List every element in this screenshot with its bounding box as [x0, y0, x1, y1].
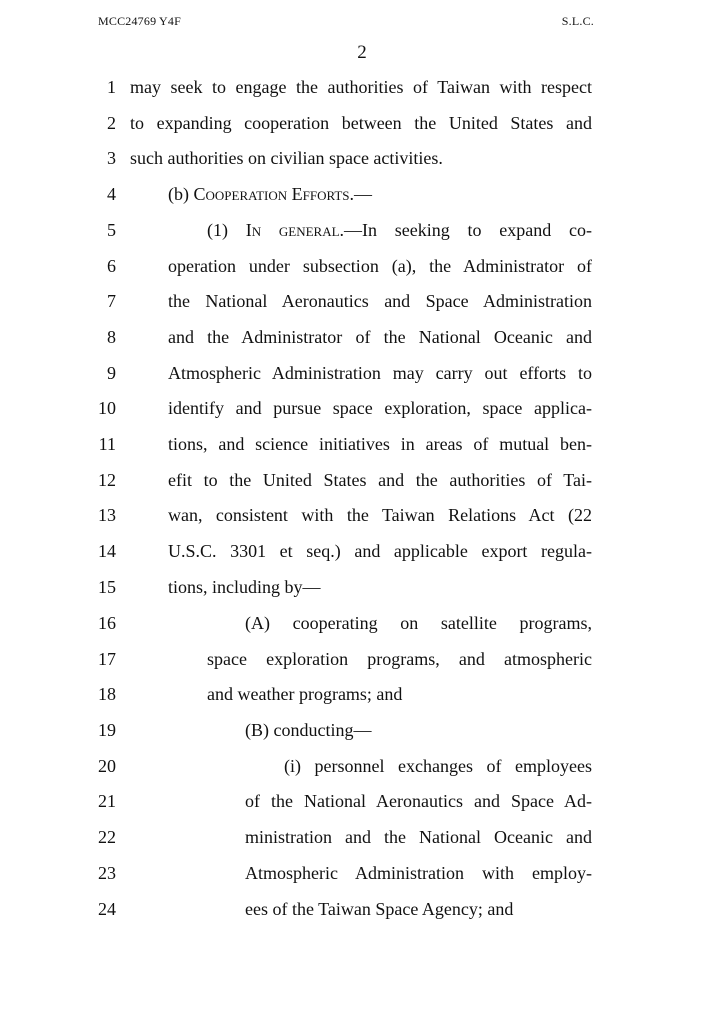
line-number: 7: [107, 291, 116, 311]
text-line: [0, 468, 724, 492]
subsection-heading: [168, 182, 592, 206]
line-number: 17: [98, 649, 116, 669]
line-text: .—In seeking to expand co-: [339, 220, 592, 240]
line-number: 20: [98, 756, 116, 776]
subsection-title: Cooperation Efforts: [193, 184, 350, 204]
text-line: [0, 647, 724, 671]
page-number: 2: [357, 42, 367, 63]
line-text: tions, and science initiatives in areas of mutual ben-: [168, 434, 592, 454]
text-line: [0, 718, 724, 742]
text-line: [0, 111, 724, 135]
document-id: MCC24769 Y4F: [98, 14, 181, 28]
line-number: 2: [107, 113, 116, 133]
paragraph-title: In general: [245, 220, 340, 240]
line-text: the National Aeronautics and Space Administration: [168, 291, 592, 311]
line-text: operation under subsection (a), the Administrator of: [168, 256, 592, 276]
line-number: 5: [107, 220, 116, 240]
text-line: [0, 432, 724, 456]
line-text: Atmospheric Administration with employ-: [245, 863, 592, 883]
text-line: [0, 325, 724, 349]
line-number: 10: [98, 398, 116, 418]
text-line: [0, 289, 724, 313]
line-number: 14: [98, 541, 116, 561]
line-text: wan, consistent with the Taiwan Relations Act (22: [168, 505, 592, 525]
line-number: 1: [107, 77, 116, 97]
line-number: 19: [98, 720, 116, 740]
line-number: 12: [98, 470, 116, 490]
line-text: to expanding cooperation between the United States and: [130, 113, 592, 133]
line-number: 24: [98, 899, 116, 919]
text-line: [0, 75, 724, 99]
text-line: [0, 396, 724, 420]
text-line: [0, 754, 724, 778]
text-line: [0, 361, 724, 385]
line-text: U.S.C. 3301 et seq.) and applicable export regula-: [168, 541, 592, 561]
line-number: 11: [98, 434, 116, 454]
line-text: space exploration programs, and atmospheric: [207, 649, 592, 669]
line-number: 13: [98, 505, 116, 525]
line-text: such authorities on civilian space activities.: [130, 148, 443, 168]
text-line: [0, 254, 724, 278]
line-text: and the Administrator of the National Oceanic and: [168, 327, 592, 347]
line-number: 23: [98, 863, 116, 883]
line-number: 21: [98, 791, 116, 811]
line-text: ministration and the National Oceanic and: [245, 827, 592, 847]
line-text: and weather programs; and: [207, 684, 403, 704]
text-line: [0, 575, 724, 599]
line-number: 22: [98, 827, 116, 847]
line-number: 8: [107, 327, 116, 347]
office-code: S.L.C.: [561, 14, 594, 28]
line-number: 16: [98, 613, 116, 633]
line-number: 9: [107, 363, 116, 383]
line-number: 6: [107, 256, 116, 276]
text-line: [0, 789, 724, 813]
line-text: (A) cooperating on satellite programs,: [245, 613, 592, 633]
line-text: ees of the Taiwan Space Agency; and: [245, 899, 514, 919]
line-text: identify and pursue space exploration, space applica-: [168, 398, 592, 418]
paragraph-heading: [207, 218, 592, 242]
subsection-label: (b): [168, 184, 194, 204]
text-line: [0, 861, 724, 885]
text-line: [0, 897, 724, 921]
line-text: (i) personnel exchanges of employees: [284, 756, 592, 776]
line-text: efit to the United States and the authorities of Tai-: [168, 470, 592, 490]
line-text: may seek to engage the authorities of Taiwan with respect: [130, 77, 592, 97]
line-text: of the National Aeronautics and Space Ad-: [245, 791, 592, 811]
line-number: 18: [98, 684, 116, 704]
line-number: 15: [98, 577, 116, 597]
text-line: [0, 682, 724, 706]
text-line: [0, 503, 724, 527]
text-line: [0, 825, 724, 849]
heading-dash: .—: [349, 184, 373, 204]
line-number: 4: [107, 184, 116, 204]
text-line: [0, 611, 724, 635]
text-line: [0, 182, 724, 206]
line-text: tions, including by—: [168, 577, 321, 597]
line-number: 3: [107, 148, 116, 168]
text-line: [0, 146, 724, 170]
line-text: (B) conducting—: [245, 720, 372, 740]
text-line: [0, 218, 724, 242]
text-line: [0, 539, 724, 563]
paragraph-label: (1): [207, 220, 246, 240]
line-text: Atmospheric Administration may carry out efforts to: [168, 363, 592, 383]
